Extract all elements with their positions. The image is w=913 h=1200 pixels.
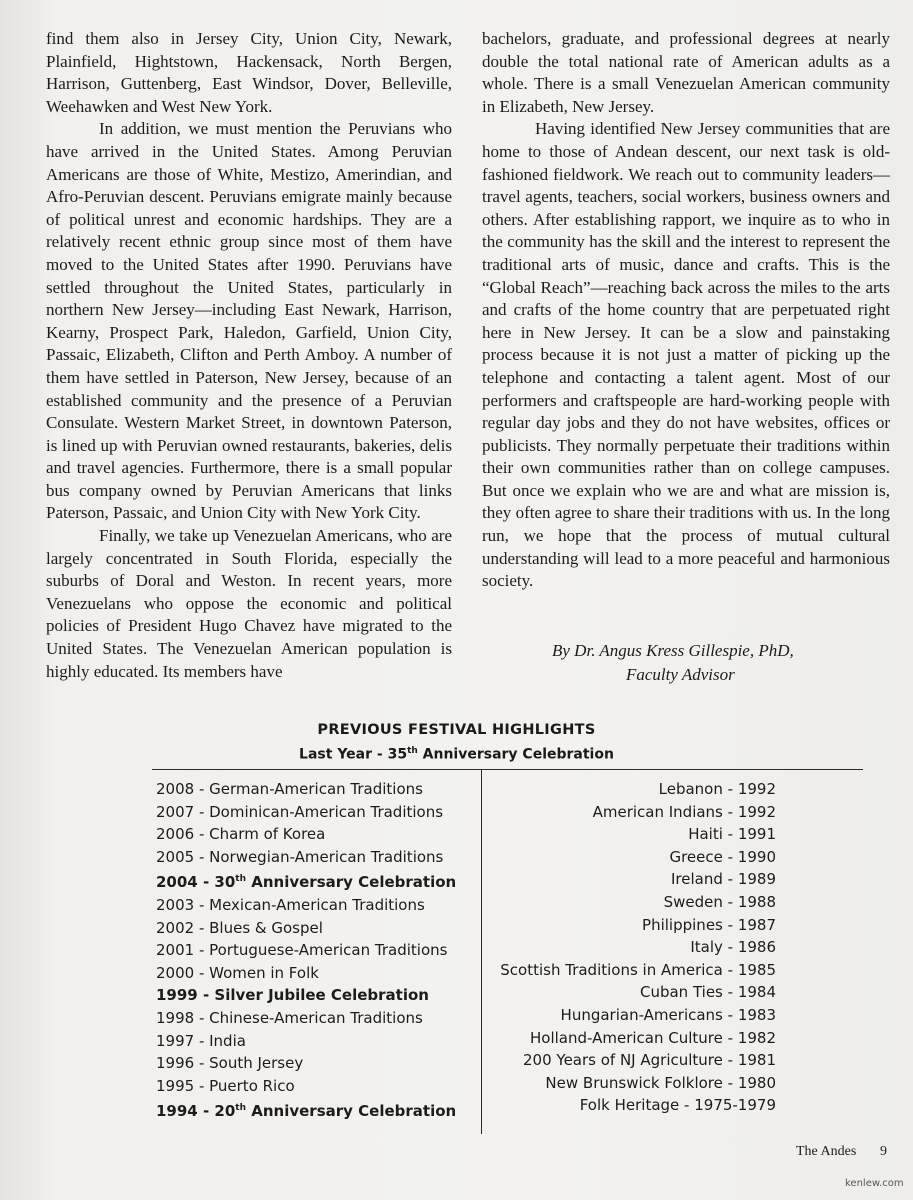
festival-item: Haiti - 1991 xyxy=(688,825,776,844)
festival-item-ordinal: th xyxy=(235,1103,247,1114)
footer-publication: The Andes xyxy=(796,1144,857,1159)
highlights-title: PREVIOUS FESTIVAL HIGHLIGHTS xyxy=(317,722,596,738)
festival-item: 2002 - Blues & Gospel xyxy=(156,918,323,937)
festival-item: Ireland - 1989 xyxy=(671,870,776,889)
festival-item: Holland-American Culture - 1982 xyxy=(530,1028,776,1047)
paragraph: Finally, we take up Venezuelan Americans, who are largely concentrated in South Florida, especially the suburbs of Doral and Weston. In recent years, more Venezuelans who oppose the economic and political policies of President Hugo Chavez have migrated to the United States. The Venezuelan American population is highly educated. Its members have xyxy=(46,526,452,681)
horizontal-divider xyxy=(152,769,863,770)
paragraph: Having identified New Jersey communities that are home to those of Andean descent, our next task is old-fashioned fieldwork. We reach out to community leaders—travel agents, teachers, social workers, business owners and others. After establishing rapport, we inquire as to who in the community has the skill and the interest to represent the traditional arts of music, dance and crafts. This is the “Global Reach”—reaching back across the miles to the arts and crafts of the home country that are perpetuated right here in New Jersey. It can be a slow and painstaking process because it is not just a matter of picking up the telephone and contacting a talent agent. Most of our performers and craftspeople are hard-working people with regular day jobs and they do not have websites, offices or publicists. They normally perpetuate their traditions within their own communities rather than on college campuses. But once we explain who we are and what are mission is, they often agree to share their traditions with us. In the long run, we hope that the process of mutual cultural understanding will lead to a more peaceful and harmonious society. xyxy=(482,119,890,591)
festival-item: Hungarian-Americans - 1983 xyxy=(560,1005,776,1024)
paragraph: find them also in Jersey City, Union City, Newark, Plainfield, Hightstown, Hackensack, North Bergen, Harrison, Guttenberg, East Windsor, Dover, Belleville, Weehawken and West New York. xyxy=(46,29,452,116)
festival-item: 2007 - Dominican-American Traditions xyxy=(156,802,444,821)
festival-item: 1997 - India xyxy=(156,1031,246,1050)
author-name: By Dr. Angus Kress Gillespie, PhD, xyxy=(552,641,794,660)
paragraph: In addition, we must mention the Peruvians who have arrived in the United States. Among Peruvian Americans are those of White, Mestizo, Amerindian, and Afro-Peruvian descent. Peruvians emigrate mainly because of political unrest and economic hardships. They are a relatively recent ethnic group since most of them have moved to the United States after 1990. Peruvians have settled throughout the United States, particularly in northern New Jersey—including East Newark, Harrison, Kearny, Prospect Park, Haledon, Garfield, Union City, Passaic, Elizabeth, Clifton and Perth Amboy. A number of them have settled in Paterson, New Jersey, because of an established community and the presence of a Peruvian Consulate. Western Market Street, in downtown Paterson, is lined up with Peruvian owned restaurants, bakeries, delis and travel agencies. Furthermore, there is a small popular bus company owned by Peruvian Americans that links Paterson, Passaic, and Union City with New York City. xyxy=(46,119,452,523)
festival-item xyxy=(156,868,476,894)
festival-item: 2008 - German-American Traditions xyxy=(156,780,423,798)
festival-item: Scottish Traditions in America - 1985 xyxy=(500,960,776,979)
festival-item: Folk Heritage - 1975-1979 xyxy=(579,1096,776,1115)
festival-list-earlier xyxy=(486,778,776,1117)
festival-item: 1996 - South Jersey xyxy=(156,1054,304,1073)
author-role: Faculty Advisor xyxy=(626,665,735,684)
subtitle-text: Last Year - 35 xyxy=(299,746,408,763)
festival-item: Greece - 1990 xyxy=(669,847,776,866)
watermark: kenlew.com xyxy=(845,1178,904,1189)
highlights-subtitle xyxy=(0,746,913,763)
festival-item: Philippines - 1987 xyxy=(642,915,776,934)
festival-item: Sweden - 1988 xyxy=(663,892,776,911)
subtitle-text: Anniversary Celebration xyxy=(417,746,614,763)
festival-item: Cuban Ties - 1984 xyxy=(639,983,776,1002)
festival-item-text: 1994 - 20 xyxy=(156,1102,236,1121)
festival-item: Italy - 1986 xyxy=(690,938,776,957)
festival-item: 2006 - Charm of Korea xyxy=(156,825,326,844)
festival-item: 200 Years of NJ Agriculture - 1981 xyxy=(523,1051,776,1070)
vertical-divider xyxy=(481,769,482,1134)
article-column-left xyxy=(46,28,452,683)
festival-item: American Indians - 1992 xyxy=(592,802,776,821)
festival-item xyxy=(156,1097,476,1123)
festival-item: 1999 - Silver Jubilee Celebration xyxy=(156,986,429,1005)
subtitle-ordinal: th xyxy=(407,746,418,756)
festival-item: Lebanon - 1992 xyxy=(658,780,776,798)
festival-item: 2003 - Mexican-American Traditions xyxy=(156,895,425,914)
article-column-right xyxy=(482,28,890,593)
festival-item: 1998 - Chinese-American Traditions xyxy=(156,1008,423,1027)
festival-item-text: Anniversary Celebration xyxy=(246,873,457,892)
paragraph: bachelors, graduate, and professional degrees at nearly double the total national rate of American adults as a whole. There is a small Venezuelan American community in Elizabeth, New Jersey. xyxy=(482,29,890,116)
festival-item-text: 2004 - 30 xyxy=(156,873,236,892)
festival-item: 2001 - Portuguese-American Traditions xyxy=(156,941,448,960)
festival-item: New Brunswick Folklore - 1980 xyxy=(545,1073,776,1092)
author-signature xyxy=(552,639,882,687)
page-number: 9 xyxy=(880,1144,887,1159)
festival-item: 2000 - Women in Folk xyxy=(156,963,319,982)
festival-item-text: Anniversary Celebration xyxy=(246,1102,457,1121)
festival-item-ordinal: th xyxy=(235,874,247,885)
festival-item: 1995 - Puerto Rico xyxy=(156,1076,295,1095)
festival-item: 2005 - Norwegian-American Traditions xyxy=(156,847,444,866)
festival-list-recent xyxy=(156,778,476,1123)
